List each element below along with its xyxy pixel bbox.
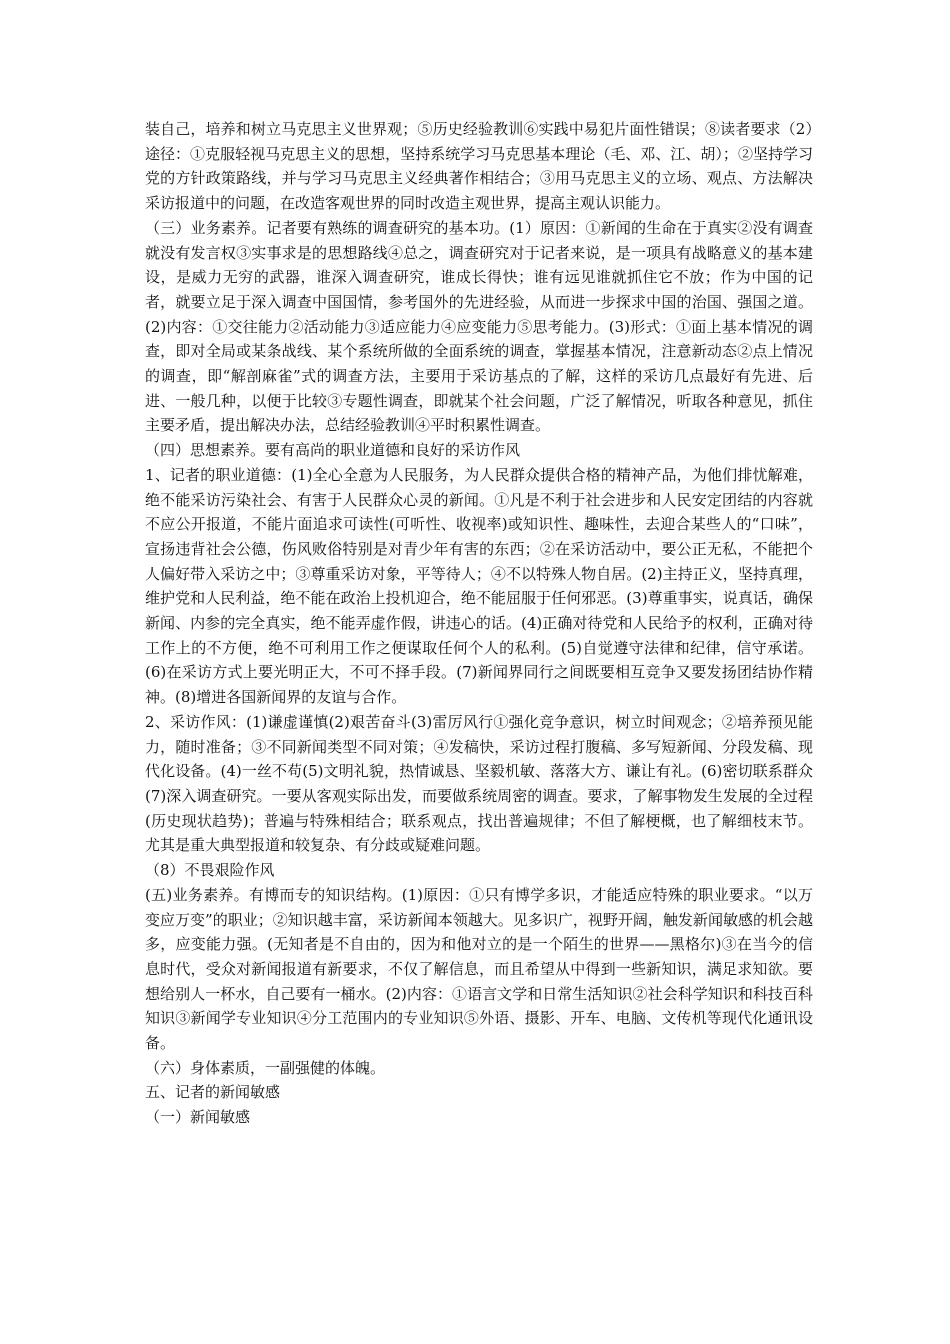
paragraph-worldview-continued: 装自己，培养和树立马克思主义世界观；⑤历史经验教训⑥实践中易犯片面性错误；⑧读者要求（2）途径：①克服轻视马克思主义的思想，坚持系统学习马克思基本理论（毛、邓、江、胡）；②坚持学习党的方针政策路线，并与学习马克思主义经典著作相结合；③用马克思主义的立场、观点、方法解决采访报道中的问题，在改造客观世界的同时改造主观世界，提高主观认识能力。 — [145, 120, 813, 213]
paragraph-professional-ethics: 1、记者的职业道德：(1)全心全意为人民服务，为人民群众提供合格的精神产品，为他们排忧解难，绝不能采访污染社会、有害于人民群众心灵的新闻。①凡是不利于社会进步和人民安定团结的内容就不应公开报道，不能片面追求可读性(可听性、收视率)或知识性、趣味性，去迎合某些人的“口味”，宣扬违背社会公德，伤风败俗特别是对青少年有害的东西；②在采访活动中，要公正无私，不能把个人偏好带入采访之中；③尊重采访对象，平等待人；④不以特殊人物自居。(2)主持正义，坚持真理，维护党和人民利益，绝不能在政治上投机迎合，绝不能屈服于任何邪恶。(3)尊重事实，说真话，确保新闻、内参的完全真实，绝不能弄虚作假，讲违心的话。(4)正确对待党和人民给予的权利，正确对待工作上的不方便，绝不可利用工作之便谋取任何个人的私利。(5)自觉遵守法律和纪律，信守承诺。(6)在采访方式上要光明正大，不可不择手段。(7)新闻界同行之间既要相互竞争又要发扬团结协作精神。(8)增进各国新闻界的友谊与合作。 — [145, 465, 813, 707]
document-body — [145, 117, 813, 1130]
paragraph-section-5-knowledge: (五)业务素养。有博而专的知识结构。(1)原因：①只有博学多识，才能适应特殊的职业要求。“以万变应万变”的职业；②知识越丰富，采访新闻本领越大。见多识广，视野开阔，触发新闻敏感的机会越多，应变能力强。(无知者是不自由的，因为和他对立的是一个陌生的世界——黑格尔)③在当今的信息时代，受众对新闻报道有新要求，不仅了解信息，而且希望从中得到一些新知识，满足求知欲。要想给别人一杯水，自己要有一桶水。(2)内容：①语言文学和日常生活知识②社会科学知识和科技百科知识③新闻学专业知识④分工范围内的专业知识⑤外语、摄影、开车、电脑、文传机等现代化通讯设备。 — [145, 885, 813, 1053]
paragraph-item-8: （8）不畏艰险作风 — [145, 861, 275, 880]
paragraph-section-4-heading: （四）思想素养。要有高尚的职业道德和良好的采访作风 — [145, 441, 521, 460]
section-heading-news-sensitivity: 五、记者的新闻敏感 — [145, 1083, 281, 1102]
paragraph-interview-style: 2、采访作风：(1)谦虚谨慎(2)艰苦奋斗(3)雷厉风行①强化竞争意识，树立时间观念；②培养预见能力，随时准备；③不同新闻类型不同对策；④发稿快，采访过程打腹稿、多写短新闻、分段发稿、现代化设备。(4)一丝不苟(5)文明礼貌，热情诚恳、坚毅机敏、落落大方、谦让有礼。(6)密切联系群众(7)深入调查研究。一要从客观实际出发，而要做系统周密的调查。要求，了解事物发生发展的全过程(历史现状趋势)；普遍与特殊相结合；联系观点，找出普遍规律；不但了解梗概，也了解细枝末节。尤其是重大典型报道和较复杂、有分歧或疑难问题。 — [145, 712, 813, 855]
paragraph-section-6-physical: （六）身体素质，一副强健的体魄。 — [145, 1058, 386, 1077]
subsection-heading-news-sensitivity: （一）新闻敏感 — [145, 1108, 251, 1127]
paragraph-section-3-investigation: （三）业务素养。记者要有熟练的调查研究的基本功。(1）原因：①新闻的生命在于真实②没有调查就没有发言权③实事求是的思想路线④总之，调查研究对于记者来说，是一项具有战略意义的基本建设，是威力无穷的武器，谁深入调查研究，谁成长得快；谁有远见谁就抓住它不放；作为中国的记者，就要立足于深入调查中国国情，参考国外的先进经验，从而进一步探求中国的治国、强国之道。(2)内容：①交往能力②活动能力③适应能力④应变能力⑤思考能力。(3)形式：①面上基本情况的调查，即对全局或某条战线、某个系统所做的全面系统的调查，掌握基本情况，注意新动态②点上情况的调查，即“解剖麻雀”式的调查方法，主要用于采访基点的了解，这样的采访几点最好有先进、后进、一般几种，以便于比较③专题性调查，即就某个社会问题，广泛了解情况，听取各种意见，抓住主要矛盾，提出解决办法，总结经验教训④平时积累性调查。 — [145, 218, 813, 435]
